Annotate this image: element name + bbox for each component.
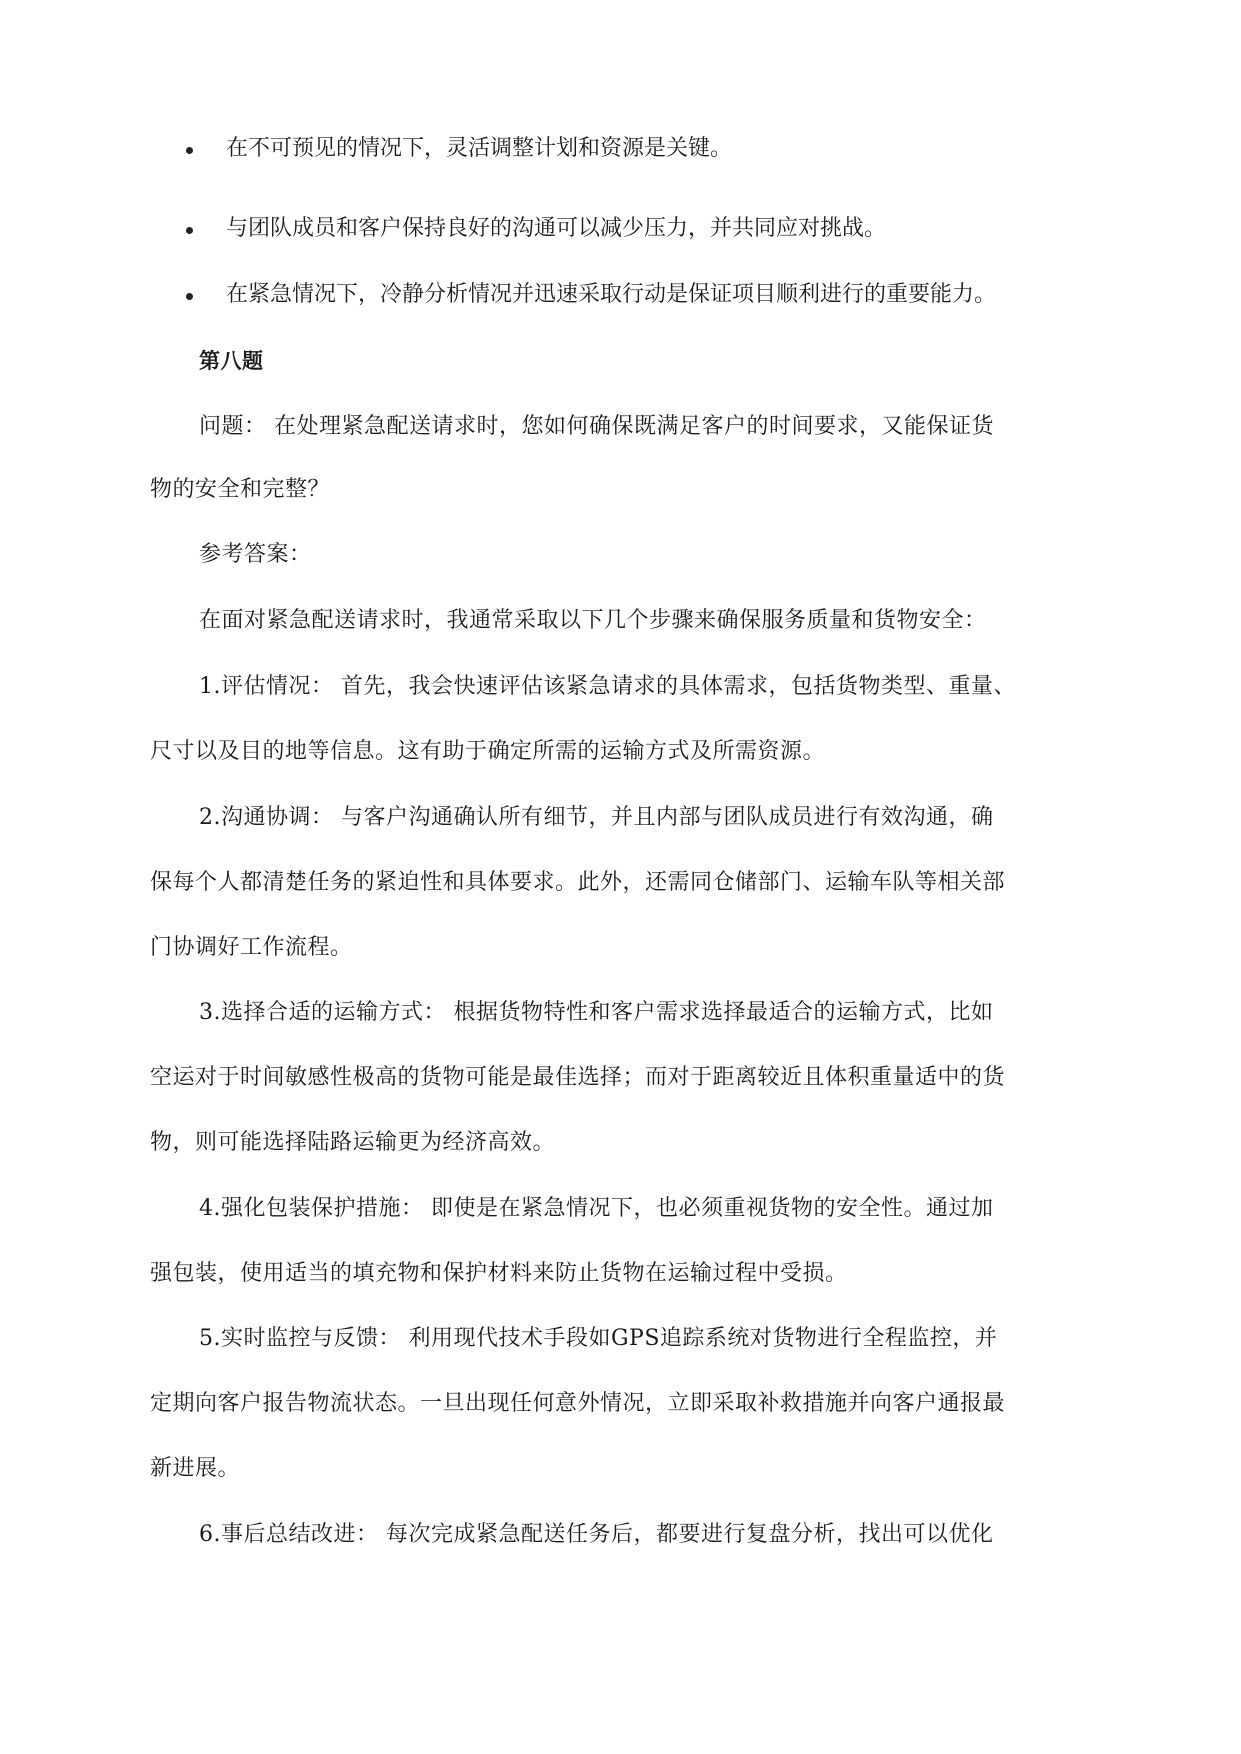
step-3-line: 物，则可能选择陆路运输更为经济高效。 xyxy=(150,1130,556,1155)
step-2-line: 2.沟通协调： 与客户沟通确认所有细节，并且内部与团队成员进行有效沟通，确 xyxy=(199,805,994,830)
bullet-dot-icon xyxy=(186,293,193,300)
answer-intro: 在面对紧急配送请求时，我通常采取以下几个步骤来确保服务质量和货物安全： xyxy=(199,608,987,633)
step-4-line: 强包装，使用适当的填充物和保护材料来防止货物在运输过程中受损。 xyxy=(150,1261,848,1286)
bullet-dot-icon xyxy=(186,147,193,154)
step-6-line: 6.事后总结改进： 每次完成紧急配送任务后，都要进行复盘分析，找出可以优化 xyxy=(199,1522,994,1547)
step-1-line: 1.评估情况： 首先，我会快速评估该紧急请求的具体需求，包括货物类型、重量、 xyxy=(199,674,1016,699)
step-3-line: 3.选择合适的运输方式： 根据货物特性和客户需求选择最适合的运输方式，比如 xyxy=(199,1000,994,1025)
step-5-line: 5.实时监控与反馈： 利用现代技术手段如GPS追踪系统对货物进行全程监控，并 xyxy=(199,1326,998,1351)
step-2-line: 保每个人都清楚任务的紧迫性和具体要求。此外，还需同仓储部门、运输车队等相关部 xyxy=(150,870,1006,895)
bullet-text: 在不可预见的情况下，灵活调整计划和资源是关键。 xyxy=(226,136,733,161)
step-5-line: 定期向客户报告物流状态。一旦出现任何意外情况，立即采取补救措施并向客户通报最 xyxy=(150,1391,1006,1416)
answer-label: 参考答案： xyxy=(199,542,312,567)
step-2-line: 门协调好工作流程。 xyxy=(150,935,353,960)
step-3-line: 空运对于时间敏感性极高的货物可能是最佳选择；而对于距离较近且体积重量适中的货 xyxy=(150,1065,1006,1090)
bullet-text: 与团队成员和客户保持良好的沟通可以减少压力，并共同应对挑战。 xyxy=(226,216,887,241)
step-5-line: 新进展。 xyxy=(150,1456,241,1481)
bullet-dot-icon xyxy=(186,227,193,234)
step-4-line: 4.强化包装保护措施： 即使是在紧急情况下，也必须重视货物的安全性。通过加 xyxy=(199,1196,994,1221)
bullet-text: 在紧急情况下，冷静分析情况并迅速采取行动是保证项目顺利进行的重要能力。 xyxy=(226,282,997,307)
step-1-line: 尺寸以及目的地等信息。这有助于确定所需的运输方式及所需资源。 xyxy=(150,739,826,764)
question-line: 物的安全和完整？ xyxy=(150,477,331,502)
question-line: 问题： 在处理紧急配送请求时，您如何确保既满足客户的时间要求，又能保证货 xyxy=(199,414,994,439)
section-heading: 第八题 xyxy=(199,349,264,373)
